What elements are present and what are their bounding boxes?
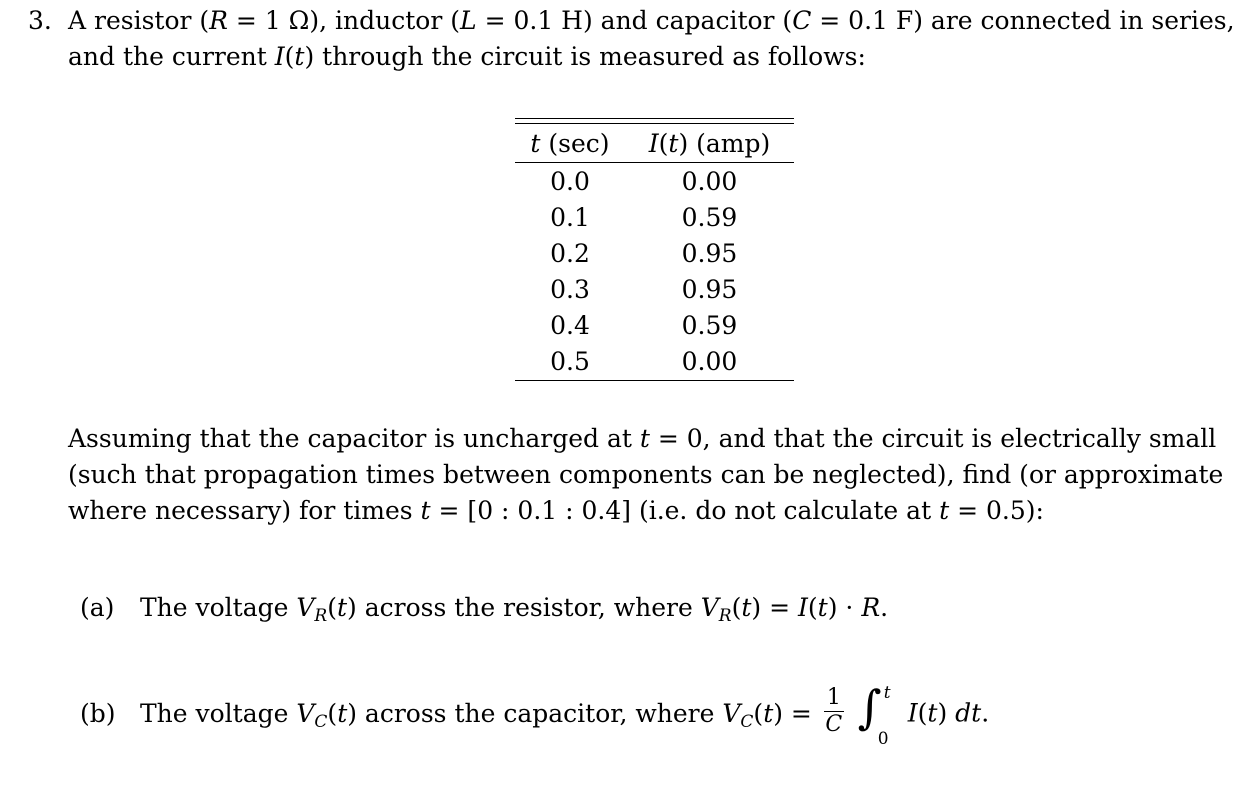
cell-current: 0.00: [681, 347, 738, 376]
table-row: [515, 344, 794, 380]
integral-sign: ∫ t 0: [857, 680, 891, 749]
table-top-rule: [515, 118, 794, 119]
problem-text-line-1: A resistor (R = 1 Ω), inductor (L = 0.1 H) and capacitor (C = 0.1 F) are connected in series,: [68, 6, 1235, 35]
cell-time: 0.2: [550, 239, 590, 268]
fraction-one-over-c: $\frac{1}{C}$: [825, 684, 843, 737]
table-top-rule-second: [515, 123, 794, 124]
assumption-line-1: Assuming that the capacitor is uncharged at t = 0, and that the circuit is electrically small: [68, 424, 1217, 453]
part-b-label: (b): [80, 698, 116, 728]
cell-time: 0.0: [550, 167, 590, 196]
table-bottom-rule: [515, 380, 794, 381]
cell-current: 0.95: [681, 275, 738, 304]
cell-time: 0.3: [550, 275, 590, 304]
table-row: [515, 200, 794, 236]
cell-time: 0.1: [550, 203, 590, 232]
cell-current: 0.59: [681, 203, 738, 232]
cell-time: 0.4: [550, 311, 590, 340]
cell-time: 0.5: [550, 347, 590, 376]
assumption-line-3: where necessary) for times t = [0 : 0.1 : 0.4] (i.e. do not calculate at t = 0.5):: [68, 496, 1044, 525]
part-b-text: The voltage $V_C(t)$ across the capacitor, where $V_C(t)$ =: [139, 698, 812, 732]
assumption-line-2: (such that propagation times between components can be neglected), find (or approximate: [68, 460, 1224, 489]
table-row: [515, 236, 794, 272]
part-a: [80, 590, 888, 634]
part-b: [80, 680, 990, 749]
header-time: t (sec): [530, 129, 610, 158]
cell-current: 0.95: [681, 239, 738, 268]
integrand: I(t) dt.: [907, 698, 990, 728]
current-table: [515, 118, 794, 383]
problem-text-line-2: and the current I(t) through the circuit is measured as follows:: [68, 42, 866, 71]
table-row: [515, 272, 794, 308]
header-current: I(t) (amp): [648, 129, 771, 158]
part-a-label: (a): [80, 593, 115, 622]
table-row: [515, 308, 794, 344]
cell-current: 0.59: [681, 311, 738, 340]
table-header-row: [515, 126, 794, 163]
problem-number: 3.: [28, 6, 52, 35]
part-a-text: The voltage $V_R(t)$ across the resistor, where $V_R(t) = I(t) \cdot R$.: [139, 593, 889, 626]
table-row: [515, 164, 794, 200]
cell-current: 0.00: [681, 167, 738, 196]
